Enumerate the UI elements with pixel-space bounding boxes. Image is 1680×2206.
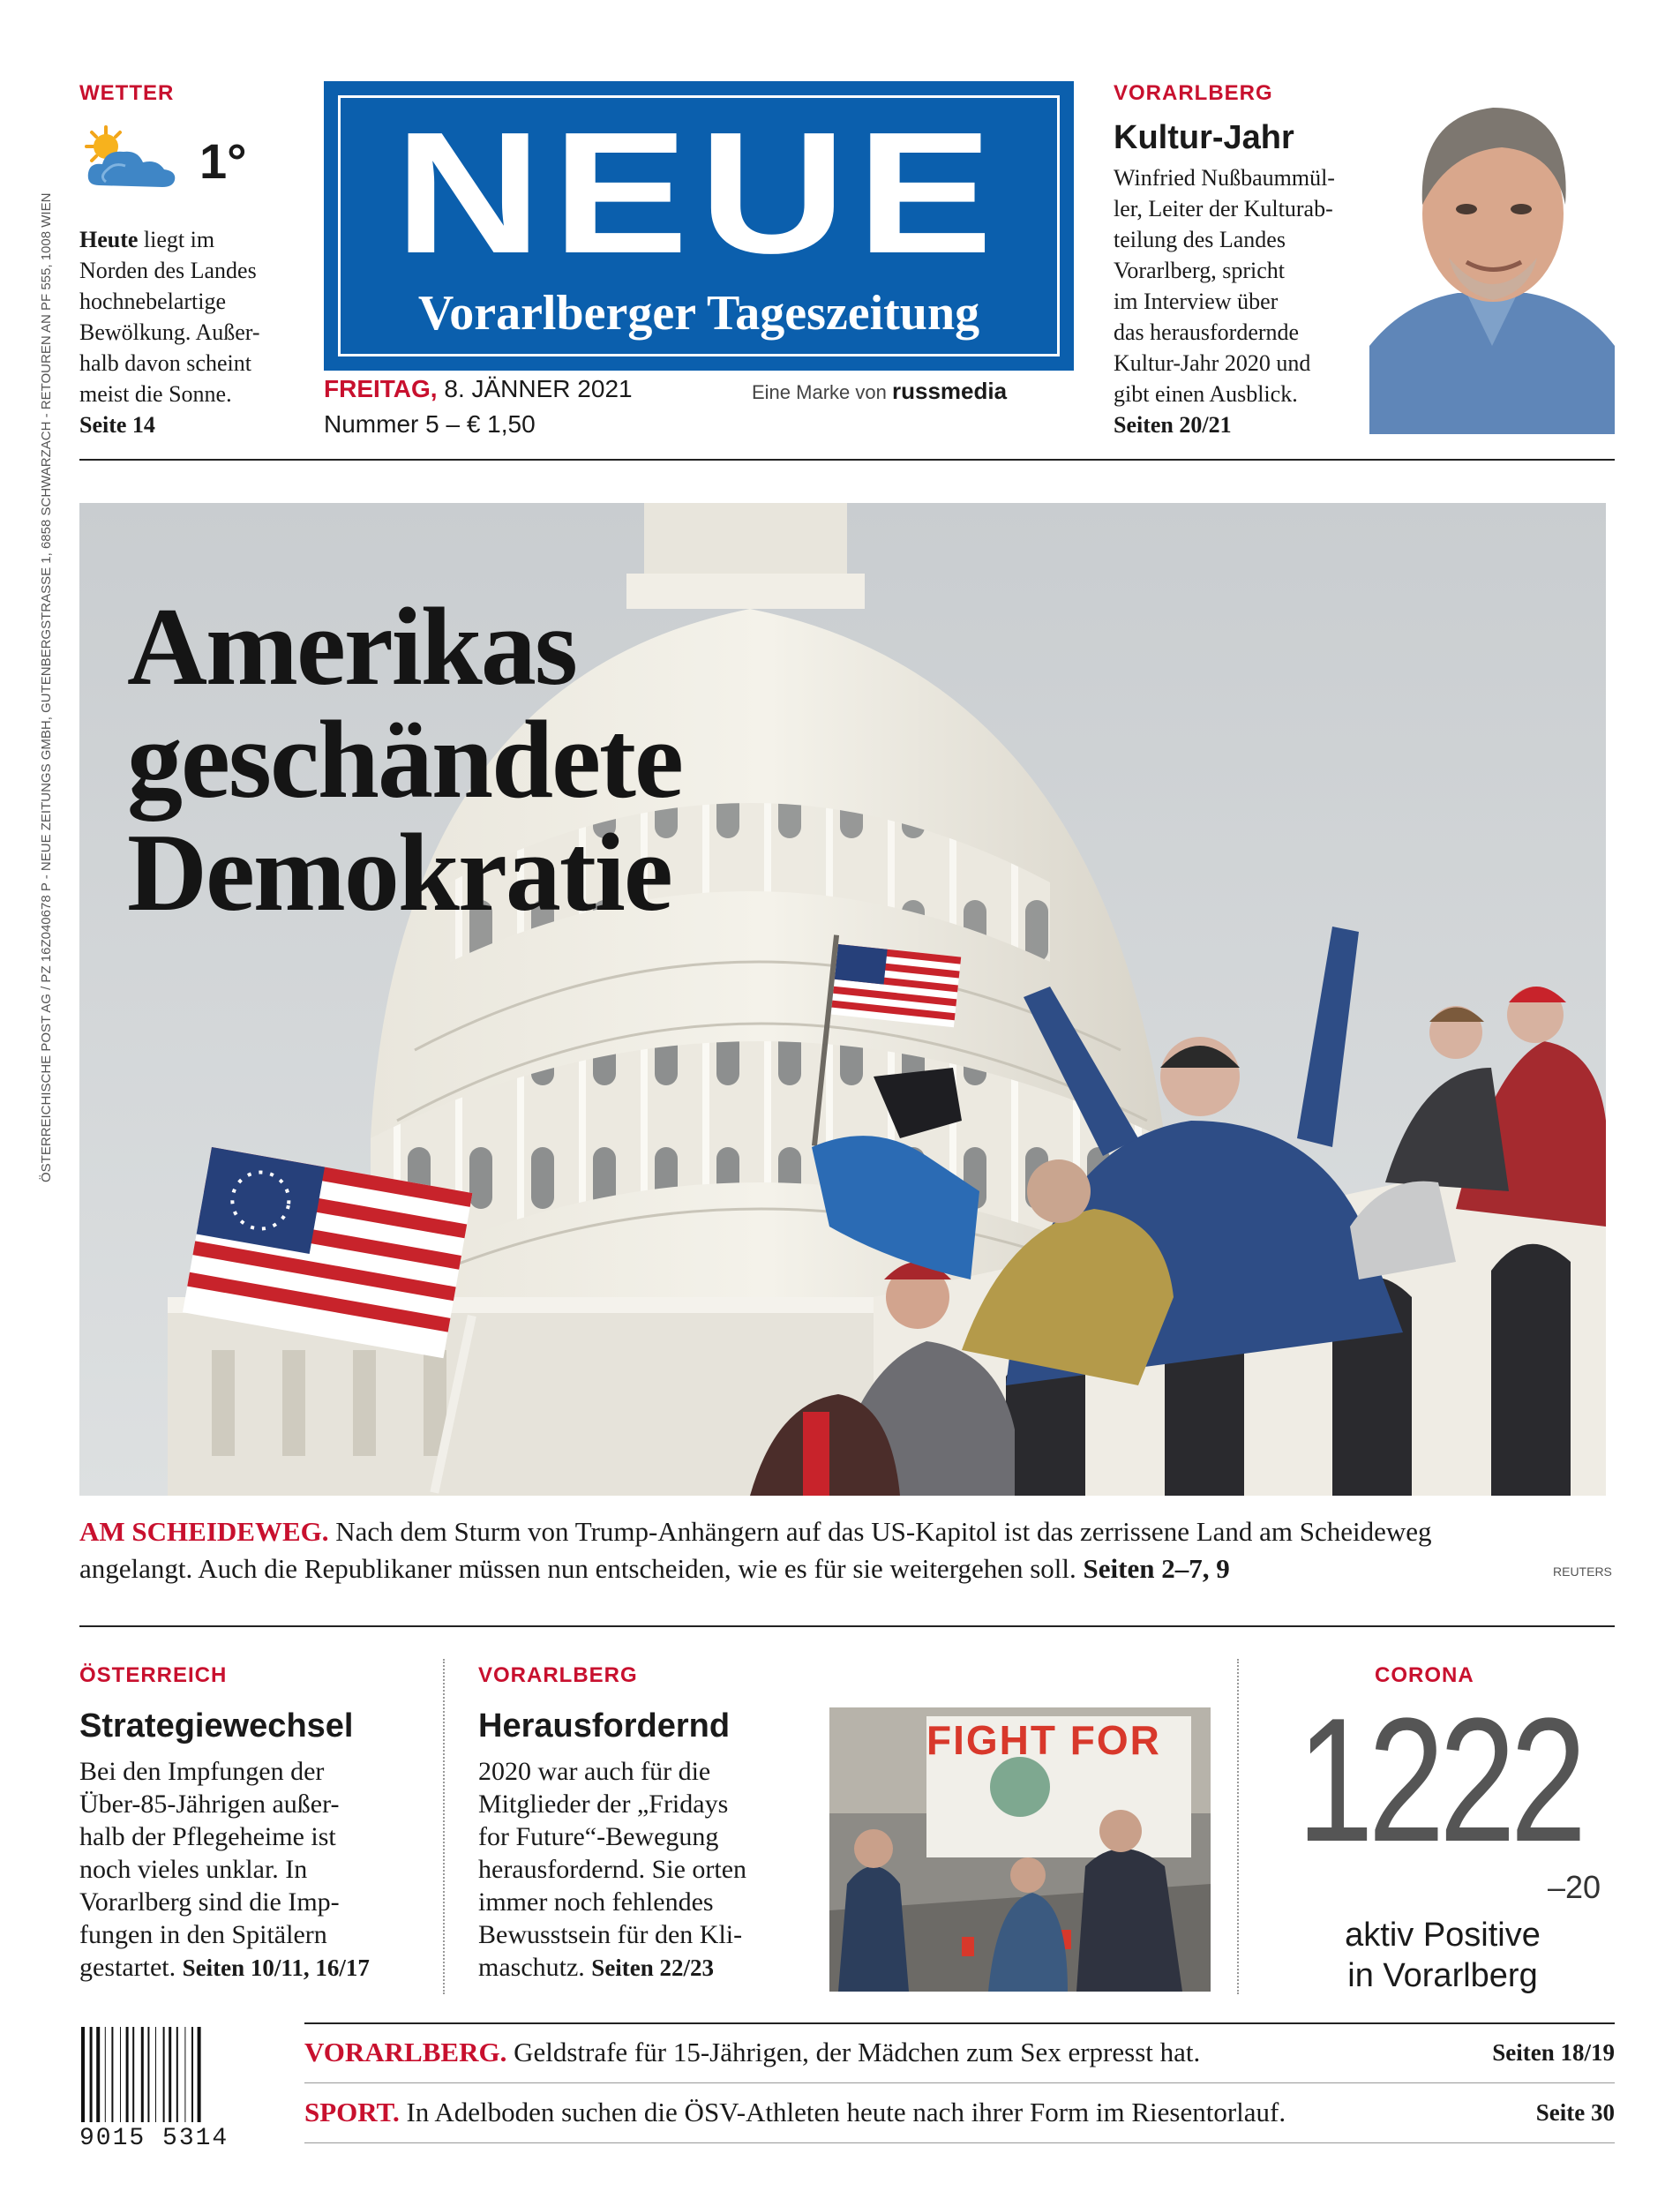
corona-caption (1271, 1915, 1615, 1996)
brief-divider (304, 2142, 1615, 2143)
masthead-logo[interactable] (324, 81, 1074, 371)
brief-row-1[interactable] (304, 2031, 1615, 2074)
article-line: noch vieles unklar. In (79, 1855, 308, 1884)
weather-line: hochnebelartige (79, 289, 227, 314)
teaser-kicker: VORARLBERG (1114, 81, 1273, 105)
weather-line: meist die Sonne. (79, 381, 232, 407)
teaser-line: Kultur-Jahr 2020 und (1114, 350, 1311, 376)
section-divider (79, 1625, 1615, 1627)
postal-side-strip (16, 79, 54, 1191)
brief-row-2[interactable] (304, 2091, 1615, 2134)
weather-lead: Heute (79, 227, 139, 252)
brief-divider (304, 2082, 1615, 2083)
article-line: halb der Pflegeheime ist (79, 1822, 336, 1851)
brief-page-ref: Seite 30 (1535, 2099, 1615, 2126)
issue-date-text: 8. JÄNNER 2021 (444, 375, 633, 402)
teaser-line: ler, Leiter der Kulturab- (1114, 196, 1333, 221)
corona-delta: –20 (1548, 1869, 1601, 1905)
teaser-line: das herausfordernde (1114, 319, 1300, 345)
article-line: gestartet. (79, 1953, 176, 1982)
article-line: fungen in den Spitälern (79, 1920, 327, 1949)
article-line: Bewusstsein für den Kli- (478, 1920, 743, 1949)
teaser-line: teilung des Landes (1114, 227, 1286, 252)
article-line: Vorarlberg sind die Imp- (79, 1887, 340, 1917)
headline-line: Demokratie (127, 812, 671, 934)
logo-wordmark: NEUE (394, 96, 1003, 289)
corona-caption-line: in Vorarlberg (1347, 1957, 1538, 1994)
barcode-digits: 9015 5314 (79, 2125, 229, 2152)
oesterreich-title[interactable]: Strategiewechsel (79, 1707, 354, 1745)
article-line: maschutz. (478, 1953, 585, 1982)
headline-line: Amerikas (127, 586, 576, 709)
teaser-text (1114, 162, 1378, 440)
corona-kicker: CORONA (1375, 1663, 1474, 1687)
teaser-page-ref: Seiten 20/21 (1114, 412, 1232, 438)
issue-number: Nummer 5 – € 1,50 (324, 410, 536, 438)
brand-prefix: Eine Marke von (752, 381, 887, 403)
article-line: for Future“-Bewegung (478, 1822, 719, 1851)
oesterreich-page-ref: Seiten 10/11, 16/17 (182, 1955, 370, 1981)
hero-kicker: AM SCHEIDEWEG. (79, 1516, 329, 1547)
weather-temperature: 1° (199, 133, 247, 189)
vorarlberg-title[interactable]: Herausfordernd (478, 1707, 731, 1745)
weather-line: Bewölkung. Außer- (79, 319, 260, 345)
corona-number: 1222 (1297, 1682, 1582, 1879)
brand-line (752, 378, 1007, 405)
weather-line: halb davon scheint (79, 350, 251, 376)
brief-divider (304, 2022, 1615, 2024)
article-line: herausfordernd. Sie orten (478, 1855, 747, 1884)
hero-headline[interactable] (127, 586, 682, 934)
weather-line: liegt im (143, 227, 215, 252)
issue-date (324, 375, 633, 403)
brief-text: Geldstrafe für 15-Jährigen, der Mädchen zum Sex erpresst hat. (514, 2037, 1201, 2067)
teaser-line: Vorarlberg, spricht (1114, 258, 1285, 283)
postal-text: ÖSTERREICHISCHE POST AG / PZ 16Z040678 P - NEUE ZEITUNGS GMBH, GUTENBERGSTRASSE 1, 6858 SCHWARZACH - RETOUREN AN PF 555, 1008 WIEN (39, 192, 54, 1182)
column-divider (1237, 1659, 1239, 1994)
section-divider (79, 459, 1615, 461)
vorarlberg-kicker: VORARLBERG (478, 1663, 638, 1687)
vorarlberg-text (478, 1755, 814, 1985)
vorarlberg-page-ref: Seiten 22/23 (591, 1955, 715, 1981)
brief-page-ref: Seiten 18/19 (1492, 2039, 1615, 2066)
article-line: 2020 war auch für die (478, 1757, 711, 1786)
hero-page-ref: Seiten 2–7, 9 (1083, 1553, 1230, 1584)
teaser-line: im Interview über (1114, 289, 1279, 314)
corona-caption-line: aktiv Positive (1345, 1917, 1541, 1954)
hero-caption (79, 1513, 1615, 1587)
oesterreich-text (79, 1755, 432, 1985)
article-line: immer noch fehlendes (478, 1887, 714, 1917)
barcode-bars (79, 2027, 256, 2124)
oesterreich-kicker: ÖSTERREICH (79, 1663, 228, 1687)
weather-page-ref: Seite 14 (79, 412, 155, 438)
logo-subtitle: Vorarlberger Tageszeitung (417, 286, 980, 341)
portrait-photo (1369, 81, 1615, 434)
hero-photo[interactable] (79, 503, 1606, 1496)
teaser-line: Winfried Nußbaummül- (1114, 165, 1335, 191)
teaser-title[interactable]: Kultur-Jahr (1114, 119, 1294, 156)
headline-line: geschändete (127, 699, 682, 822)
hero-caption-line: Nach dem Sturm von Trump-Anhängern auf das US-Kapitol ist das zerrissene Land am Scheideweg (335, 1516, 1432, 1547)
barcode (79, 2027, 256, 2150)
article-line: Über-85-Jährigen außer- (79, 1790, 340, 1819)
photo-credit: REUTERS (1553, 1564, 1612, 1579)
column-divider (443, 1659, 445, 1994)
weather-line: Norden des Landes (79, 258, 257, 283)
brief-text: In Adelboden suchen die ÖSV-Athleten heute nach ihrer Form im Riesentorlauf. (406, 2097, 1286, 2127)
brand-name: russmedia (891, 378, 1008, 404)
banner-text: FIGHT FOR (926, 1717, 1161, 1763)
teaser-line: gibt einen Ausblick. (1114, 381, 1298, 407)
brief-kicker: SPORT. (304, 2097, 400, 2127)
hero-caption-line: angelangt. Auch die Republikaner müssen nun entscheiden, wie es für sie weitergehen soll. (79, 1553, 1076, 1584)
article-line: Bei den Impfungen der (79, 1757, 325, 1786)
fridays-for-future-photo[interactable] (829, 1707, 1211, 1992)
partly-cloudy-icon (79, 124, 181, 194)
article-line: Mitglieder der „Fridays (478, 1790, 729, 1819)
issue-day: FREITAG, (324, 375, 438, 402)
weather-text (79, 224, 291, 440)
brief-kicker: VORARLBERG. (304, 2037, 507, 2067)
weather-kicker: WETTER (79, 81, 175, 105)
